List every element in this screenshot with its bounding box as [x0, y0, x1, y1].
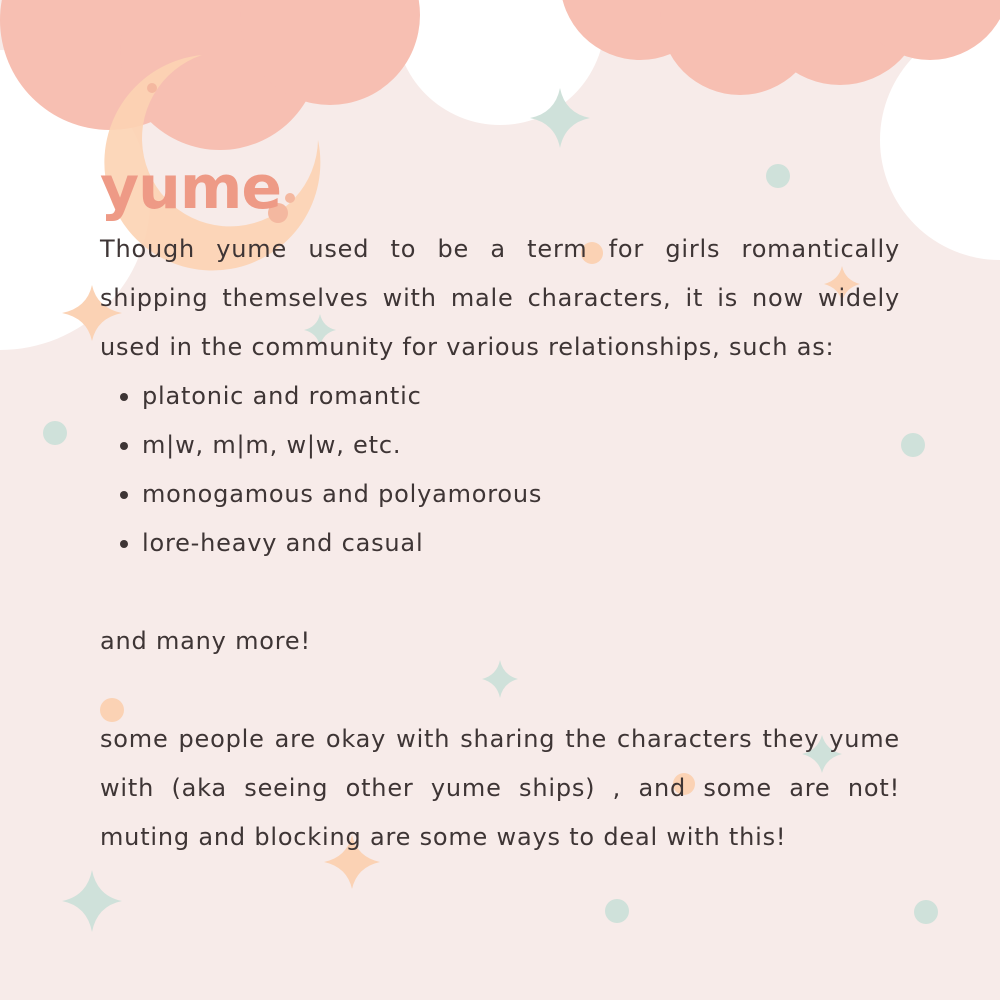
- relationship-list: [100, 372, 900, 568]
- bullet-icon: [120, 393, 128, 401]
- list-item: [118, 519, 900, 568]
- spacer: [100, 666, 900, 715]
- page-title: yume: [100, 153, 282, 223]
- list-item-text: platonic and romantic: [142, 382, 422, 410]
- main-content: [100, 225, 900, 862]
- list-item-text: m|w, m|m, w|w, etc.: [142, 431, 402, 459]
- bullet-icon: [120, 491, 128, 499]
- bullet-icon: [120, 442, 128, 450]
- note-paragraph: some people are okay with sharing the characters they yume with (aka seeing other yume ships) , and some are not! muting and blocking are some ways to deal with this!: [100, 725, 900, 851]
- bullet-icon: [120, 540, 128, 548]
- list-item-text: monogamous and polyamorous: [142, 480, 543, 508]
- sparkle-icon: [62, 870, 122, 932]
- list-item-text: lore-heavy and casual: [142, 529, 424, 557]
- list-item: [118, 421, 900, 470]
- list-item: [118, 470, 900, 519]
- list-item: [118, 372, 900, 421]
- spacer: [100, 568, 900, 617]
- closing-line: and many more!: [100, 627, 311, 655]
- intro-paragraph: Though yume used to be a term for girls romantically shipping themselves with male characters, it is now widely used in the community for various relationships, such as:: [100, 235, 900, 361]
